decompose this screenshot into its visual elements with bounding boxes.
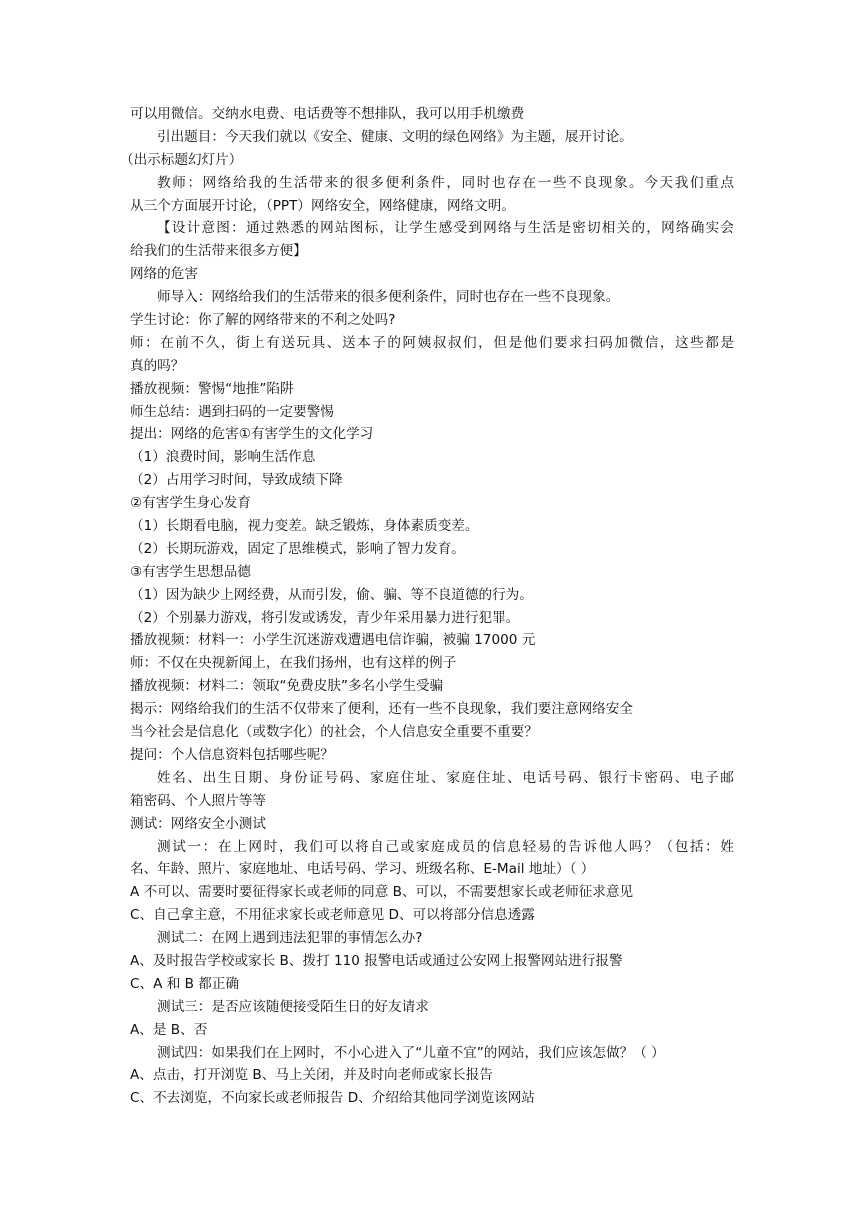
- text-line: （出示标题幻灯片）: [120, 151, 243, 168]
- text-line: 提出：网络的危害①有害学生的文化学习: [130, 426, 374, 443]
- text-line: 提问：个人信息资料包括哪些呢？: [130, 746, 334, 763]
- text-line: 播放视频：材料一：小学生沉迷游戏遭遇电信诈骗，被骗 17000 元: [130, 632, 536, 649]
- text-line: C、自己拿主意，不用征求家长或老师意见 D、可以将部分信息透露: [130, 907, 535, 924]
- text-line: （1）因为缺少上网经费，从而引发，偷、骗、等不良道德的行为。: [130, 586, 533, 603]
- text-line: 姓名、出生日期、身份证号码、家庭住址、家庭住址、电话号码、银行卡密码、电子邮: [157, 769, 734, 786]
- text-line: 给我们的生活带来很多方便】: [130, 243, 307, 260]
- text-line: 播放视频：材料二：领取“免费皮肤”多名小学生受骗: [130, 678, 444, 695]
- text-line: 测试：网络安全小测试: [130, 815, 266, 832]
- text-line: A、是 B、否: [130, 1021, 208, 1038]
- text-line: （2）长期玩游戏，固定了思维模式，影响了智力发育。: [130, 540, 465, 557]
- text-line: （1）长期看电脑，视力变差。缺乏锻炼，身体素质变差。: [130, 518, 479, 535]
- text-line: 测试四：如果我们在上网时，不小心进入了“儿童不宜”的网站，我们应该怎做？（ ）: [157, 1044, 665, 1061]
- text-line: A、及时报告学校或家长 B、拨打 110 报警电话或通过公安网上报警网站进行报警: [130, 952, 623, 969]
- text-line: 真的吗？: [130, 357, 185, 374]
- text-line: 播放视频：警惕“地推”陷阱: [130, 380, 294, 397]
- text-line: 从三个方面展开讨论，（PPT）网络安全，网络健康，网络文明。: [130, 197, 515, 214]
- text-line: 教师：网络给我的生活带来的很多便利条件，同时也存在一些不良现象。今天我们重点: [157, 174, 734, 191]
- text-line: （2）占用学习时间，导致成绩下降: [130, 472, 343, 489]
- text-line: 【设计意图：通过熟悉的网站图标，让学生感受到网络与生活是密切相关的，网络确实会: [157, 220, 734, 237]
- text-line: 测试二：在网上遇到违法犯罪的事情怎么办?: [157, 930, 423, 947]
- text-line: （2）个别暴力游戏，将引发或诱发，青少年采用暴力进行犯罪。: [130, 609, 520, 626]
- text-line: A 不可以、需要时要征得家长或老师的同意 B、可以，不需要想家长或老师征求意见: [130, 884, 634, 901]
- text-line: 网络的危害: [130, 266, 198, 283]
- text-line: C、不去浏览，不向家长或老师报告 D、介绍给其他同学浏览该网站: [130, 1090, 535, 1107]
- text-line: ②有害学生身心发育: [130, 495, 251, 512]
- text-line: 测试一：在上网时，我们可以将自己或家庭成员的信息轻易的告诉他人吗？（包括：姓: [157, 838, 734, 855]
- text-line: 引出题目：今天我们就以《安全、健康、文明的绿色网络》为主题，展开讨论。: [157, 128, 633, 145]
- text-line: 可以用微信。交纳水电费、电话费等不想排队，我可以用手机缴费: [130, 106, 525, 122]
- text-line: 当今社会是信息化（或数字化）的社会，个人信息安全重要不重要？: [130, 724, 538, 741]
- text-line: 师：在前不久，街上有送玩具、送本子的阿姨叔叔们，但是他们要求扫码加微信，这些都是: [130, 334, 734, 351]
- text-line: ③有害学生思想品德: [130, 563, 251, 580]
- text-line: 箱密码、个人照片等等: [130, 792, 266, 809]
- document-page: [120, 103, 734, 1110]
- text-line: 测试三：是否应该随便接受陌生日的好友请求: [157, 998, 429, 1015]
- text-line: 揭示：网络给我们的生活不仅带来了便利，还有一些不良现象，我们要注意网络安全: [130, 701, 633, 718]
- text-line: （1）浪费时间，影响生活作息: [130, 449, 316, 466]
- text-line: 师生总结：遇到扫码的一定要警惕: [130, 403, 334, 420]
- text-line: 师：不仅在央视新闻上，在我们扬州，也有这样的例子: [130, 655, 457, 672]
- text-line: A、点击，打开浏览 B、马上关闭，并及时向老师或家长报告: [130, 1067, 493, 1084]
- text-line: 师导入：网络给我们的生活带来的很多便利条件，同时也存在一些不良现象。: [157, 289, 620, 306]
- text-line: 名、年龄、照片、家庭地址、电话号码、学习、班级名称、E-Mail 地址）（ ）: [130, 861, 595, 878]
- text-line: 学生讨论：你了解的网络带来的不利之处吗?: [130, 312, 396, 329]
- text-line: C、A 和 B 都正确: [130, 975, 240, 992]
